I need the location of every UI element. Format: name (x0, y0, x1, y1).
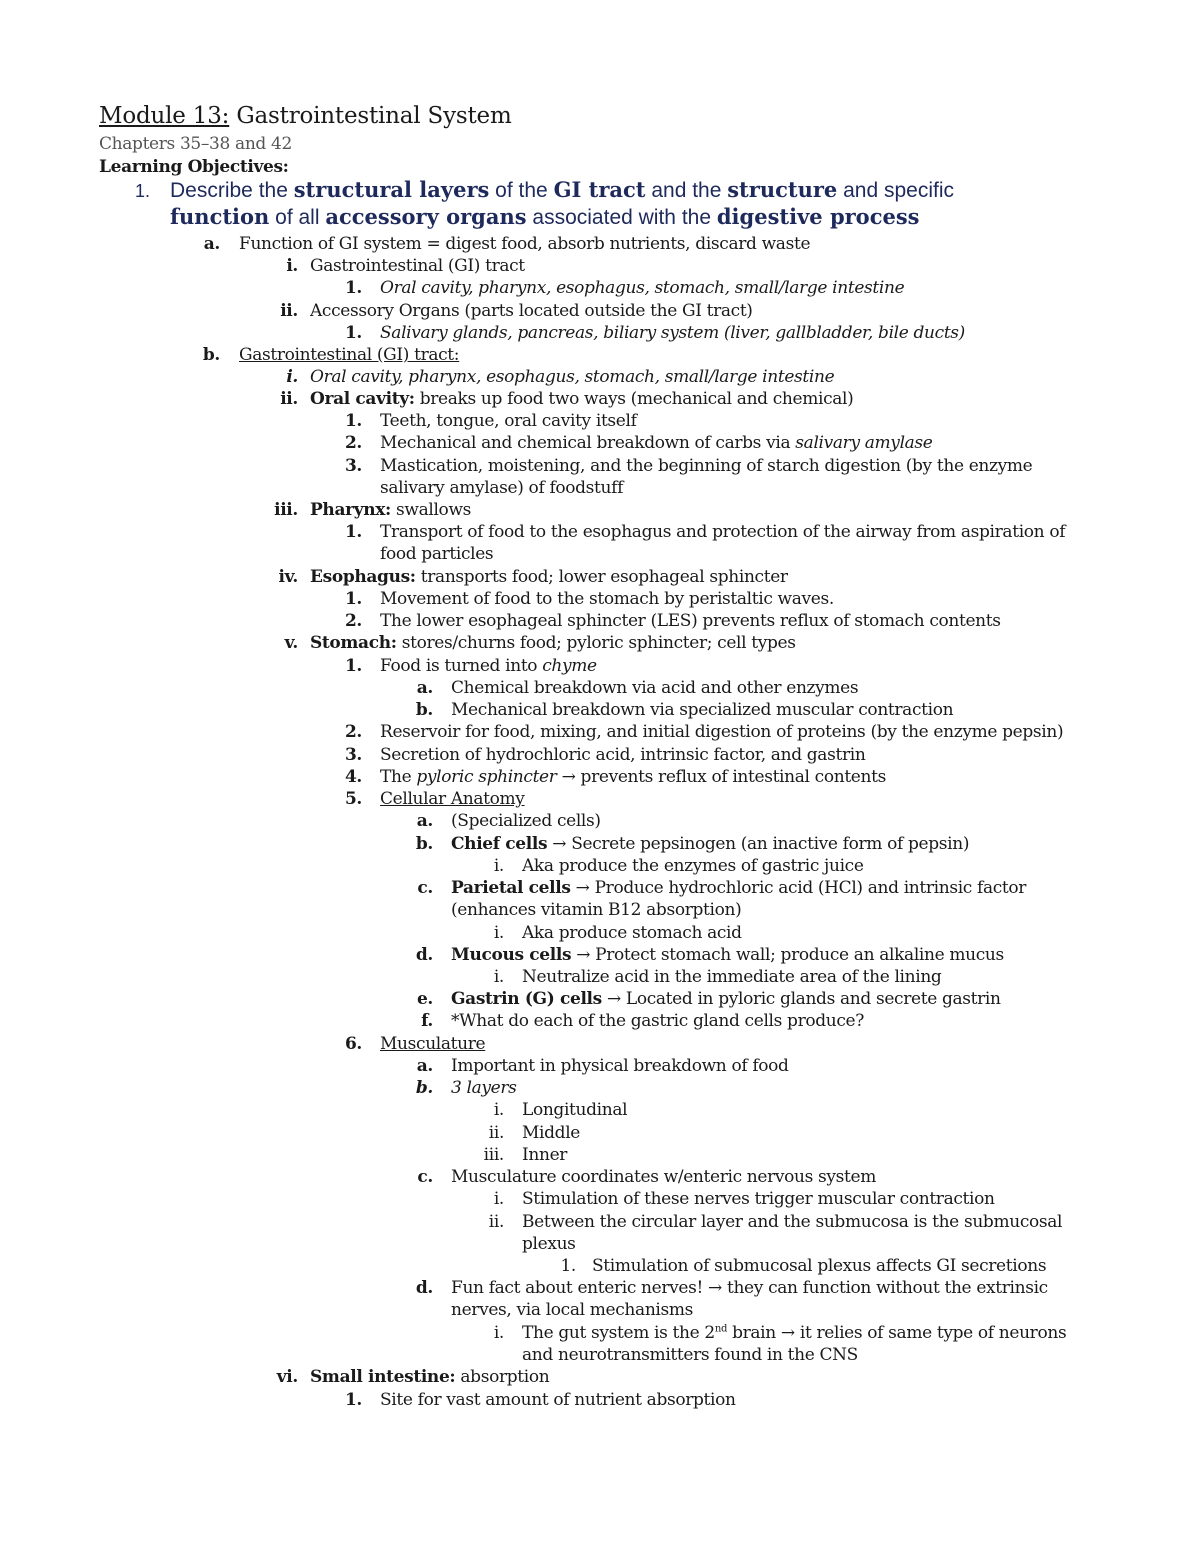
outline-line (0, 1255, 1200, 1277)
list-marker: a. (416, 678, 433, 698)
text-run: Oral cavity, pharynx, esophagus, stomach, small/large intestine (310, 367, 835, 387)
objective-line-2 (170, 206, 920, 229)
outline-text (451, 877, 1026, 899)
text-run: Gastrin (G) cells (451, 989, 602, 1009)
text-run: Mechanical and chemical breakdown of carbs via (380, 433, 796, 453)
outline-text (380, 788, 525, 810)
text-run: Mastication, moistening, and the beginning of starch digestion (by the enzyme (380, 456, 1033, 476)
list-marker: a. (203, 234, 220, 254)
list-marker: i. (286, 367, 298, 387)
outline-line (0, 344, 1200, 366)
outline-line (0, 1122, 1200, 1144)
list-marker: 1. (344, 411, 362, 431)
outline-text (239, 233, 810, 255)
text-run: Middle (522, 1123, 581, 1143)
text-run: Mucous cells (451, 945, 572, 965)
text-run: structure (727, 177, 838, 202)
outline-line (0, 1233, 1200, 1255)
text-run: Gastrointestinal (GI) tract (310, 256, 525, 276)
outline-text (451, 899, 741, 921)
text-run: Pharynx: (310, 500, 391, 520)
text-run: salivary amylase) of foodstuff (380, 478, 624, 498)
list-marker: 1. (344, 1390, 362, 1410)
chapters-line: Chapters 35–38 and 42 (99, 134, 292, 154)
outline-text (522, 855, 864, 877)
list-marker: ii. (488, 1123, 504, 1143)
outline-text (451, 1299, 693, 1321)
text-run: Longitudinal (522, 1100, 628, 1120)
outline-line (0, 677, 1200, 699)
outline-line (0, 1077, 1200, 1099)
outline-line (0, 1211, 1200, 1233)
outline-text (451, 1010, 864, 1032)
text-run: The gut system is the 2 (522, 1323, 715, 1343)
list-marker: 1. (344, 323, 362, 343)
outline-line (0, 1299, 1200, 1321)
outline-line (0, 388, 1200, 410)
outline-text (451, 833, 969, 855)
list-marker: b. (415, 1078, 433, 1098)
outline-line (0, 855, 1200, 877)
text-run: of the (489, 179, 554, 202)
outline-text (310, 566, 788, 588)
text-run: *What do each of the gastric gland cells produce? (451, 1011, 865, 1031)
outline-text (310, 632, 796, 654)
outline-text (380, 610, 1001, 632)
list-marker: b. (415, 834, 433, 854)
list-marker: i. (493, 1189, 504, 1209)
text-run: Esophagus: (310, 567, 416, 587)
outline-line (0, 1389, 1200, 1411)
text-run: salivary amylase (795, 433, 933, 453)
text-run: Stimulation of these nerves trigger muscular contraction (522, 1189, 995, 1209)
text-run: The lower esophageal sphincter (LES) prevents reflux of stomach contents (380, 611, 1001, 631)
outline-line (0, 455, 1200, 477)
list-marker: d. (415, 945, 433, 965)
outline-line (0, 632, 1200, 654)
text-run: breaks up food two ways (mechanical and chemical) (414, 389, 854, 409)
module-title: Gastrointestinal System (236, 103, 512, 129)
text-run: Chief cells (451, 834, 548, 854)
outline-text (380, 521, 1065, 543)
outline-text (451, 1055, 789, 1077)
outline-text (380, 322, 965, 344)
outline-text (380, 766, 886, 788)
module-heading (99, 102, 512, 130)
list-marker: a. (416, 1056, 433, 1076)
outline-text (380, 455, 1032, 477)
outline-line (0, 899, 1200, 921)
outline-line (0, 966, 1200, 988)
outline-text (522, 1144, 567, 1166)
text-run: Stomach: (310, 633, 397, 653)
list-marker: iv. (278, 567, 298, 587)
list-marker: 2. (344, 611, 362, 631)
list-marker: 1. (344, 278, 362, 298)
text-run: associated with the (526, 206, 717, 229)
list-marker: i. (493, 856, 504, 876)
text-run: chyme (542, 656, 597, 676)
list-marker: i. (493, 923, 504, 943)
list-marker: d. (415, 1278, 433, 1298)
text-run: pyloric sphincter (416, 767, 557, 787)
text-run: Musculature coordinates w/enteric nervous system (451, 1167, 877, 1187)
outline-text (522, 1122, 580, 1144)
text-run: → Produce hydrochloric acid (HCl) and intrinsic factor (570, 878, 1027, 898)
outline-line (0, 1033, 1200, 1055)
outline-line (0, 1055, 1200, 1077)
list-marker: 3. (344, 456, 362, 476)
list-marker: b. (415, 700, 433, 720)
list-marker: f. (421, 1011, 433, 1031)
outline-text (522, 1233, 576, 1255)
outline-line (0, 477, 1200, 499)
text-run: Reservoir for food, mixing, and initial digestion of proteins (by the enzyme pepsin) (380, 722, 1064, 742)
outline-line (0, 233, 1200, 255)
outline-line (0, 588, 1200, 610)
list-marker: 2. (344, 433, 362, 453)
text-run: Secretion of hydrochloric acid, intrinsic factor, and gastrin (380, 745, 866, 765)
text-run: Chemical breakdown via acid and other enzymes (451, 678, 859, 698)
list-marker: ii. (488, 1212, 504, 1232)
outline-line (0, 1188, 1200, 1210)
outline-text (451, 810, 601, 832)
outline-text (380, 721, 1063, 743)
list-marker: iii. (483, 1145, 504, 1165)
outline-text (451, 1277, 1048, 1299)
text-run: nd (714, 1323, 728, 1335)
outline-line (0, 744, 1200, 766)
text-run: Cellular Anatomy (380, 789, 525, 809)
outline-line (0, 944, 1200, 966)
outline-line (0, 1099, 1200, 1121)
objective-1 (0, 179, 1200, 235)
outline-text (380, 1033, 485, 1055)
outline-text (522, 922, 742, 944)
text-run: Gastrointestinal (GI) tract: (239, 345, 460, 365)
outline-text (239, 344, 459, 366)
text-run: The (380, 767, 417, 787)
outline-line (0, 788, 1200, 810)
outline-line (0, 543, 1200, 565)
list-marker: 1. (344, 589, 362, 609)
text-run: Important in physical breakdown of food (451, 1056, 789, 1076)
list-marker: 4. (344, 767, 362, 787)
outline-text (522, 966, 941, 988)
outline-line (0, 1344, 1200, 1366)
text-run: Aka produce stomach acid (522, 923, 742, 943)
outline-text (522, 1099, 627, 1121)
outline-text (310, 255, 525, 277)
outline-line (0, 721, 1200, 743)
list-marker: b. (202, 345, 220, 365)
text-run: brain → it relies of same type of neurons (727, 1323, 1067, 1343)
text-run: → prevents reflux of intestinal contents (556, 767, 886, 787)
text-run: transports food; lower esophageal sphincter (415, 567, 788, 587)
outline-text (310, 499, 471, 521)
text-run: → Located in pyloric glands and secrete gastrin (601, 989, 1001, 1009)
text-run: Oral cavity: (310, 389, 415, 409)
outline-text (380, 277, 904, 299)
text-run: swallows (390, 500, 472, 520)
list-marker: ii. (280, 389, 298, 409)
text-run: Teeth, tongue, oral cavity itself (380, 411, 637, 431)
list-marker: iii. (274, 500, 298, 520)
outline-line (0, 322, 1200, 344)
outline-text (380, 744, 865, 766)
text-run: Site for vast amount of nutrient absorption (380, 1390, 736, 1410)
text-run: food particles (380, 544, 494, 564)
objectives-label: Learning Objectives: (99, 157, 289, 177)
outline-line (0, 277, 1200, 299)
list-marker: v. (284, 633, 298, 653)
outline-text (451, 1077, 517, 1099)
outline-text (451, 699, 953, 721)
outline-text (380, 588, 834, 610)
list-marker: vi. (276, 1367, 298, 1387)
text-run: absorption (455, 1367, 550, 1387)
text-run: Stimulation of submucosal plexus affects GI secretions (592, 1256, 1047, 1276)
outline-text (451, 1166, 876, 1188)
text-run: Oral cavity, pharynx, esophagus, stomach, small/large intestine (380, 278, 905, 298)
list-marker: 1. (560, 1256, 576, 1276)
outline-text (380, 410, 637, 432)
text-run: Salivary glands, pancreas, biliary system (liver, gallbladder, bile ducts) (380, 323, 965, 343)
outline-text (380, 477, 623, 499)
list-marker: i. (493, 1323, 504, 1343)
outline-text (451, 988, 1001, 1010)
list-marker: 2. (344, 722, 362, 742)
outline-line (0, 521, 1200, 543)
objective-line-1 (170, 179, 954, 202)
text-run: and neurotransmitters found in the CNS (522, 1345, 858, 1365)
list-marker: a. (416, 811, 433, 831)
list-marker: 3. (344, 745, 362, 765)
text-run: GI tract (553, 177, 646, 202)
outline-text (522, 1188, 995, 1210)
outline-text (592, 1255, 1046, 1277)
list-marker: 6. (344, 1034, 362, 1054)
outline-line (0, 566, 1200, 588)
outline-line (0, 1366, 1200, 1388)
outline-text (310, 366, 834, 388)
outline-line (0, 1322, 1200, 1344)
list-marker: i. (493, 1100, 504, 1120)
text-run: Inner (522, 1145, 568, 1165)
outline-text (310, 1366, 549, 1388)
outline-line (0, 432, 1200, 454)
text-run: (enhances vitamin B12 absorption) (451, 900, 742, 920)
text-run: Accessory Organs (parts located outside the GI tract) (310, 301, 753, 321)
outline-line (0, 988, 1200, 1010)
outline-text (451, 677, 858, 699)
outline-line (0, 1144, 1200, 1166)
text-run: digestive process (716, 204, 920, 229)
text-run: plexus (522, 1234, 576, 1254)
list-marker: e. (416, 989, 433, 1009)
text-run: stores/churns food; pyloric sphincter; cell types (396, 633, 796, 653)
outline-line (0, 1010, 1200, 1032)
list-marker: ii. (280, 301, 298, 321)
outline-text (380, 432, 933, 454)
text-run: Describe the (170, 179, 294, 202)
text-run: → Protect stomach wall; produce an alkaline mucus (571, 945, 1004, 965)
list-marker: 1. (344, 656, 362, 676)
text-run: structural layers (293, 177, 490, 202)
outline-text (522, 1322, 1066, 1344)
text-run: Mechanical breakdown via specialized muscular contraction (451, 700, 954, 720)
list-marker: c. (417, 878, 433, 898)
text-run: and the (645, 179, 728, 202)
text-run: Aka produce the enzymes of gastric juice (522, 856, 864, 876)
outline-line (0, 699, 1200, 721)
text-run: Parietal cells (451, 878, 571, 898)
text-run: Food is turned into (380, 656, 543, 676)
outline-line (0, 366, 1200, 388)
outline-text (522, 1344, 858, 1366)
outline-text (380, 543, 493, 565)
outline-line (0, 1166, 1200, 1188)
module-label: Module 13: (99, 103, 230, 129)
text-run: (Specialized cells) (451, 811, 601, 831)
text-run: Musculature (380, 1034, 486, 1054)
text-run: Movement of food to the stomach by peristaltic waves. (380, 589, 834, 609)
list-marker: c. (417, 1167, 433, 1187)
list-marker: 5. (344, 789, 362, 809)
list-marker: i. (493, 967, 504, 987)
outline-line (0, 877, 1200, 899)
objective-marker: 1. (134, 181, 150, 201)
outline-line (0, 810, 1200, 832)
outline-text (380, 655, 597, 677)
outline-text (451, 944, 1004, 966)
text-run: Transport of food to the esophagus and protection of the airway from aspiration of (380, 522, 1066, 542)
outline-text (522, 1211, 1062, 1233)
text-run: Between the circular layer and the submucosa is the submucosal (522, 1212, 1063, 1232)
outline-line (0, 922, 1200, 944)
outline-text (380, 1389, 736, 1411)
text-run: of all (269, 206, 326, 229)
outline-line (0, 766, 1200, 788)
text-run: accessory organs (325, 204, 527, 229)
text-run: Fun fact about enteric nerves! → they can function without the extrinsic (451, 1278, 1048, 1298)
list-marker: 1. (344, 522, 362, 542)
outline-line (0, 300, 1200, 322)
outline-line (0, 1277, 1200, 1299)
outline-line (0, 833, 1200, 855)
text-run: nerves, via local mechanisms (451, 1300, 694, 1320)
text-run: → Secrete pepsinogen (an inactive form of pepsin) (547, 834, 970, 854)
text-run: Small intestine: (310, 1367, 456, 1387)
text-run: 3 layers (451, 1078, 517, 1098)
text-run: Function of GI system = digest food, absorb nutrients, discard waste (239, 234, 811, 254)
outline-line (0, 410, 1200, 432)
outline-line (0, 499, 1200, 521)
outline-text (310, 388, 853, 410)
outline-line (0, 610, 1200, 632)
outline-text (310, 300, 753, 322)
outline-line (0, 655, 1200, 677)
text-run: Neutralize acid in the immediate area of the lining (522, 967, 942, 987)
outline-line (0, 255, 1200, 277)
text-run: function (170, 204, 270, 229)
text-run: and specific (837, 179, 955, 202)
list-marker: i. (286, 256, 298, 276)
